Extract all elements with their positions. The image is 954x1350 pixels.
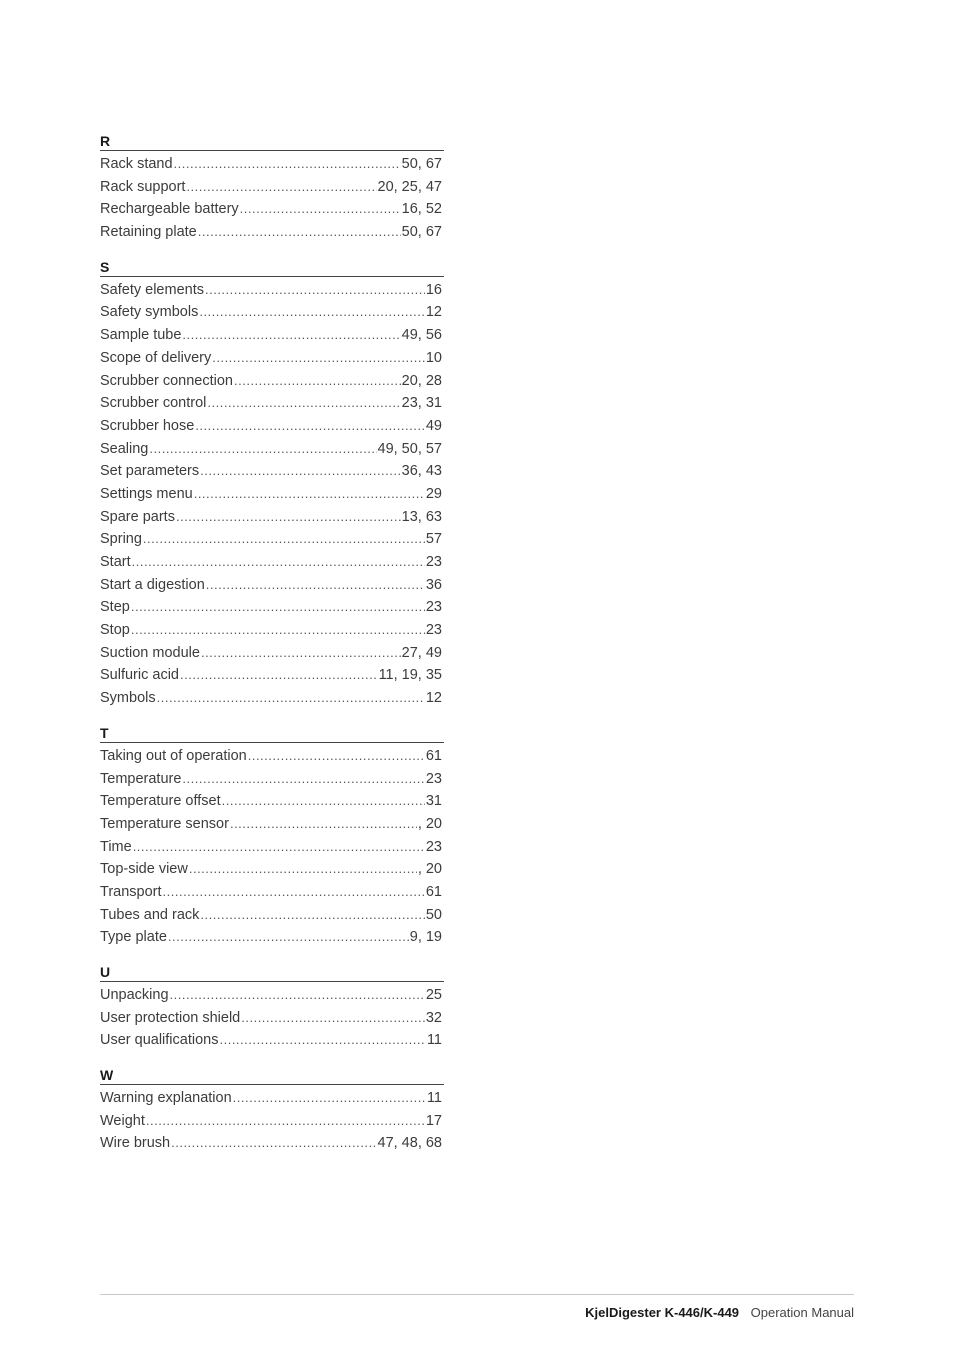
index-entry <box>100 836 442 859</box>
index-section <box>100 131 444 244</box>
index-entry <box>100 506 442 529</box>
dot-leader <box>240 198 401 221</box>
entry-pages: 61 <box>425 883 442 900</box>
dot-leader <box>170 984 425 1007</box>
entry-pages: 32 <box>425 1009 442 1026</box>
entry-term: Warning explanation <box>100 1090 232 1107</box>
section-entries <box>100 984 444 1052</box>
entry-pages: 29 <box>425 485 442 502</box>
entry-pages: 50, 67 <box>401 156 442 172</box>
entry-term: User qualifications <box>100 1032 219 1049</box>
entry-term: Safety symbols <box>100 304 199 321</box>
entry-term: Scrubber connection <box>100 372 233 389</box>
section-entries <box>100 153 444 244</box>
entry-term: Scrubber hose <box>100 417 195 434</box>
entry-pages: 10 <box>425 349 442 366</box>
index-entry <box>100 198 442 221</box>
index-entry <box>100 1087 442 1110</box>
entry-pages: 31 <box>425 793 442 810</box>
entry-term: Set parameters <box>100 463 200 480</box>
entry-pages: 49, 56 <box>401 327 442 344</box>
entry-pages: 49 <box>425 417 442 434</box>
section-entries <box>100 745 444 949</box>
index-entry <box>100 687 442 710</box>
index-entry <box>100 790 442 813</box>
entry-pages: 23 <box>425 770 442 787</box>
index-entry <box>100 858 442 881</box>
dot-leader <box>205 279 425 302</box>
entry-pages: 57 <box>425 531 442 548</box>
dot-leader <box>149 438 376 461</box>
entry-pages: 23 <box>425 622 442 639</box>
entry-term: Sample tube <box>100 327 182 344</box>
entry-term: Transport <box>100 883 162 900</box>
dot-leader <box>182 324 400 347</box>
entry-term: Scope of delivery <box>100 349 212 366</box>
index-section <box>100 257 444 710</box>
entry-term: Type plate <box>100 929 167 946</box>
entry-term: Start a digestion <box>100 576 205 593</box>
footer-product-name: KjelDigester K-446/K-449 <box>585 1305 740 1320</box>
entry-pages: , 20 <box>417 861 442 878</box>
index-entry <box>100 221 442 244</box>
entry-pages: 11, 19, 35 <box>378 667 442 684</box>
entry-term: Symbols <box>100 690 156 707</box>
index-entry <box>100 1110 442 1133</box>
index-entry <box>100 1029 442 1052</box>
index-entry <box>100 768 442 791</box>
entry-term: Settings menu <box>100 485 193 502</box>
dot-leader <box>207 392 400 415</box>
index-entry <box>100 881 442 904</box>
entry-term: Temperature offset <box>100 793 221 810</box>
entry-pages: 23 <box>425 599 442 616</box>
section-letter: R <box>100 131 444 151</box>
dot-leader <box>132 551 425 574</box>
entry-term: Temperature sensor <box>100 815 229 832</box>
dot-leader <box>241 1007 425 1030</box>
footer-divider <box>100 1294 854 1295</box>
entry-term: Time <box>100 838 132 855</box>
entry-term: Suction module <box>100 644 200 661</box>
dot-leader <box>163 881 425 904</box>
dot-leader <box>222 790 425 813</box>
entry-term: Tubes and rack <box>100 906 200 923</box>
entry-pages: 23 <box>425 838 442 855</box>
index-entry <box>100 642 442 665</box>
entry-pages: 20, 28 <box>401 372 442 389</box>
entry-term: Wire brush <box>100 1135 171 1152</box>
entry-pages: 36, 43 <box>401 463 442 480</box>
entry-pages: 23, 31 <box>401 395 442 412</box>
entry-pages: 49, 50, 57 <box>377 440 442 457</box>
entry-pages: 12 <box>425 690 442 707</box>
index-entry <box>100 438 442 461</box>
index-entry <box>100 347 442 370</box>
index-entry <box>100 392 442 415</box>
index-entry <box>100 153 442 176</box>
index-entry <box>100 370 442 393</box>
entry-term: Retaining plate <box>100 224 197 241</box>
dot-leader <box>195 415 425 438</box>
entry-pages: 11 <box>426 1032 442 1049</box>
section-letter: U <box>100 962 444 982</box>
entry-pages: 17 <box>425 1112 442 1129</box>
dot-leader <box>198 221 401 244</box>
entry-term: User protection shield <box>100 1009 241 1026</box>
footer-document-type: Operation Manual <box>750 1305 854 1320</box>
index-list <box>100 131 444 1168</box>
index-entry <box>100 415 442 438</box>
index-entry <box>100 926 442 949</box>
entry-term: Rack support <box>100 178 186 195</box>
dot-leader <box>212 347 425 370</box>
section-letter: W <box>100 1065 444 1085</box>
dot-leader <box>157 687 425 710</box>
index-entry <box>100 574 442 597</box>
index-entry <box>100 551 442 574</box>
dot-leader <box>219 1029 425 1052</box>
index-section <box>100 1065 444 1155</box>
index-entry <box>100 1007 442 1030</box>
entry-term: Sealing <box>100 440 149 457</box>
dot-leader <box>146 1110 425 1133</box>
entry-term: Step <box>100 599 130 616</box>
index-entry <box>100 483 442 506</box>
index-entry <box>100 664 442 687</box>
entry-pages: 27, 49 <box>401 644 442 661</box>
dot-leader <box>180 664 378 687</box>
dot-leader <box>143 528 425 551</box>
entry-term: Weight <box>100 1112 145 1129</box>
entry-pages: 11 <box>426 1090 442 1107</box>
dot-leader <box>186 176 376 199</box>
section-entries <box>100 279 444 710</box>
index-entry <box>100 813 442 836</box>
index-entry <box>100 460 442 483</box>
entry-term: Scrubber control <box>100 395 207 412</box>
entry-pages: 9, 19 <box>409 929 442 946</box>
index-entry <box>100 619 442 642</box>
entry-pages: 50, 67 <box>401 224 442 241</box>
dot-leader <box>182 768 424 791</box>
dot-leader <box>174 153 401 176</box>
entry-pages: 36 <box>425 576 442 593</box>
dot-leader <box>176 506 401 529</box>
entry-pages: 47, 48, 68 <box>377 1135 442 1152</box>
entry-pages: 61 <box>425 747 442 764</box>
entry-pages: 12 <box>425 304 442 321</box>
section-entries <box>100 1087 444 1155</box>
entry-pages: 23 <box>425 554 442 570</box>
entry-pages: 20, 25, 47 <box>377 178 442 195</box>
dot-leader <box>200 904 424 927</box>
entry-term: Unpacking <box>100 987 169 1003</box>
dot-leader <box>233 1087 426 1110</box>
entry-term: Start <box>100 554 131 570</box>
index-entry <box>100 745 442 768</box>
dot-leader <box>206 574 425 597</box>
entry-pages: 16, 52 <box>401 201 442 218</box>
section-letter: S <box>100 257 444 277</box>
dot-leader <box>189 858 417 881</box>
section-letter: T <box>100 723 444 743</box>
entry-pages: 25 <box>425 987 442 1003</box>
index-entry <box>100 528 442 551</box>
dot-leader <box>133 836 425 859</box>
index-entry <box>100 324 442 347</box>
entry-term: Rack stand <box>100 156 173 172</box>
entry-pages: , 20 <box>417 815 442 832</box>
dot-leader <box>168 926 409 949</box>
index-entry <box>100 279 442 302</box>
index-section <box>100 723 444 949</box>
dot-leader <box>194 483 425 506</box>
index-entry <box>100 1132 442 1155</box>
entry-term: Sulfuric acid <box>100 667 179 684</box>
dot-leader <box>248 745 425 768</box>
dot-leader <box>131 619 425 642</box>
entry-pages: 13, 63 <box>401 508 442 525</box>
dot-leader <box>200 460 401 483</box>
entry-term: Stop <box>100 622 130 639</box>
dot-leader <box>199 301 425 324</box>
page-footer <box>585 1305 854 1320</box>
index-entry <box>100 984 442 1007</box>
index-entry <box>100 596 442 619</box>
entry-pages: 16 <box>425 281 442 298</box>
dot-leader <box>171 1132 376 1155</box>
index-entry <box>100 904 442 927</box>
index-section <box>100 962 444 1052</box>
entry-term: Taking out of operation <box>100 747 247 764</box>
entry-term: Top-side view <box>100 861 188 878</box>
index-entry <box>100 176 442 199</box>
index-entry <box>100 301 442 324</box>
entry-term: Temperature <box>100 770 182 787</box>
entry-term: Spare parts <box>100 508 175 525</box>
entry-term: Safety elements <box>100 281 204 298</box>
dot-leader <box>131 596 425 619</box>
dot-leader <box>230 813 417 836</box>
dot-leader <box>234 370 401 393</box>
entry-term: Rechargeable battery <box>100 201 239 218</box>
dot-leader <box>201 642 401 665</box>
entry-pages: 50 <box>425 906 442 923</box>
entry-term: Spring <box>100 531 142 548</box>
